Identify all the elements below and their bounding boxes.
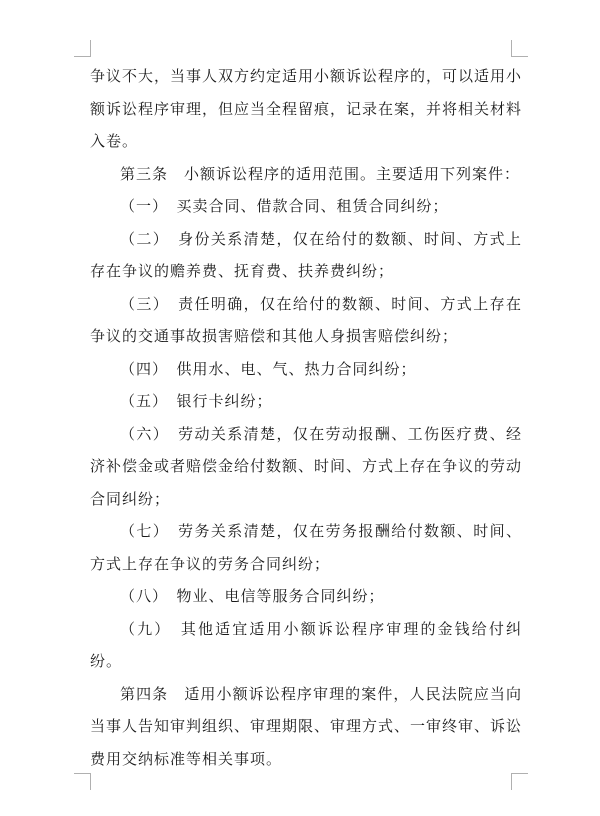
list-item-9: （九） 其他适宜适用小额诉讼程序审理的金钱给付纠纷。 [90,619,522,670]
article-three-heading: 第三条 小额诉讼程序的适用范围。主要适用下列案件： [120,164,521,183]
list-item-7: （七） 劳务关系清楚，仅在劳务报酬给付数额、时间、方式上存在争议的劳务合同纠纷； [90,522,522,573]
list-item-2: （二） 身份关系清楚，仅在给付的数额、时间、方式上存在争议的赡养费、抚育费、扶养费纠纷； [90,229,522,280]
list-item-4: （四） 供用水、电、气、热力合同纠纷； [120,359,417,378]
list-item-5: （五） 银行卡纠纷； [120,392,273,410]
paragraph-continuation: 争议不大，当事人双方约定适用小额诉讼程序的，可以适用小额诉讼程序审理，但应当全程留痕，记录在案，并将相关材料入卷。 [90,67,523,150]
crop-mark-top-left [74,40,91,57]
list-item-6: （六） 劳动关系清楚，仅在劳动报酬、工伤医疗费、经济补偿金或者赔偿金给付数额、时间、方式上存在争议的劳动合同纠纷； [90,424,523,508]
document-body [90,60,522,775]
crop-mark-top-right [511,40,528,57]
article-four: 第四条 适用小额诉讼程序审理的案件，人民法院应当向当事人告知审判组织、审理期限、审理方式、一审终审、诉讼费用交纳标准等相关事项。 [90,684,523,768]
list-item-8: （八） 物业、电信等服务合同纠纷； [120,587,385,605]
list-item-3: （三） 责任明确，仅在给付的数额、时间、方式上存在争议的交通事故损害赔偿和其他人身损害赔偿纠纷； [90,294,522,345]
list-item-1: （一） 买卖合同、借款合同、租赁合同纠纷； [120,197,449,215]
crop-mark-bottom-left [74,773,91,790]
crop-mark-bottom-right [511,773,528,790]
